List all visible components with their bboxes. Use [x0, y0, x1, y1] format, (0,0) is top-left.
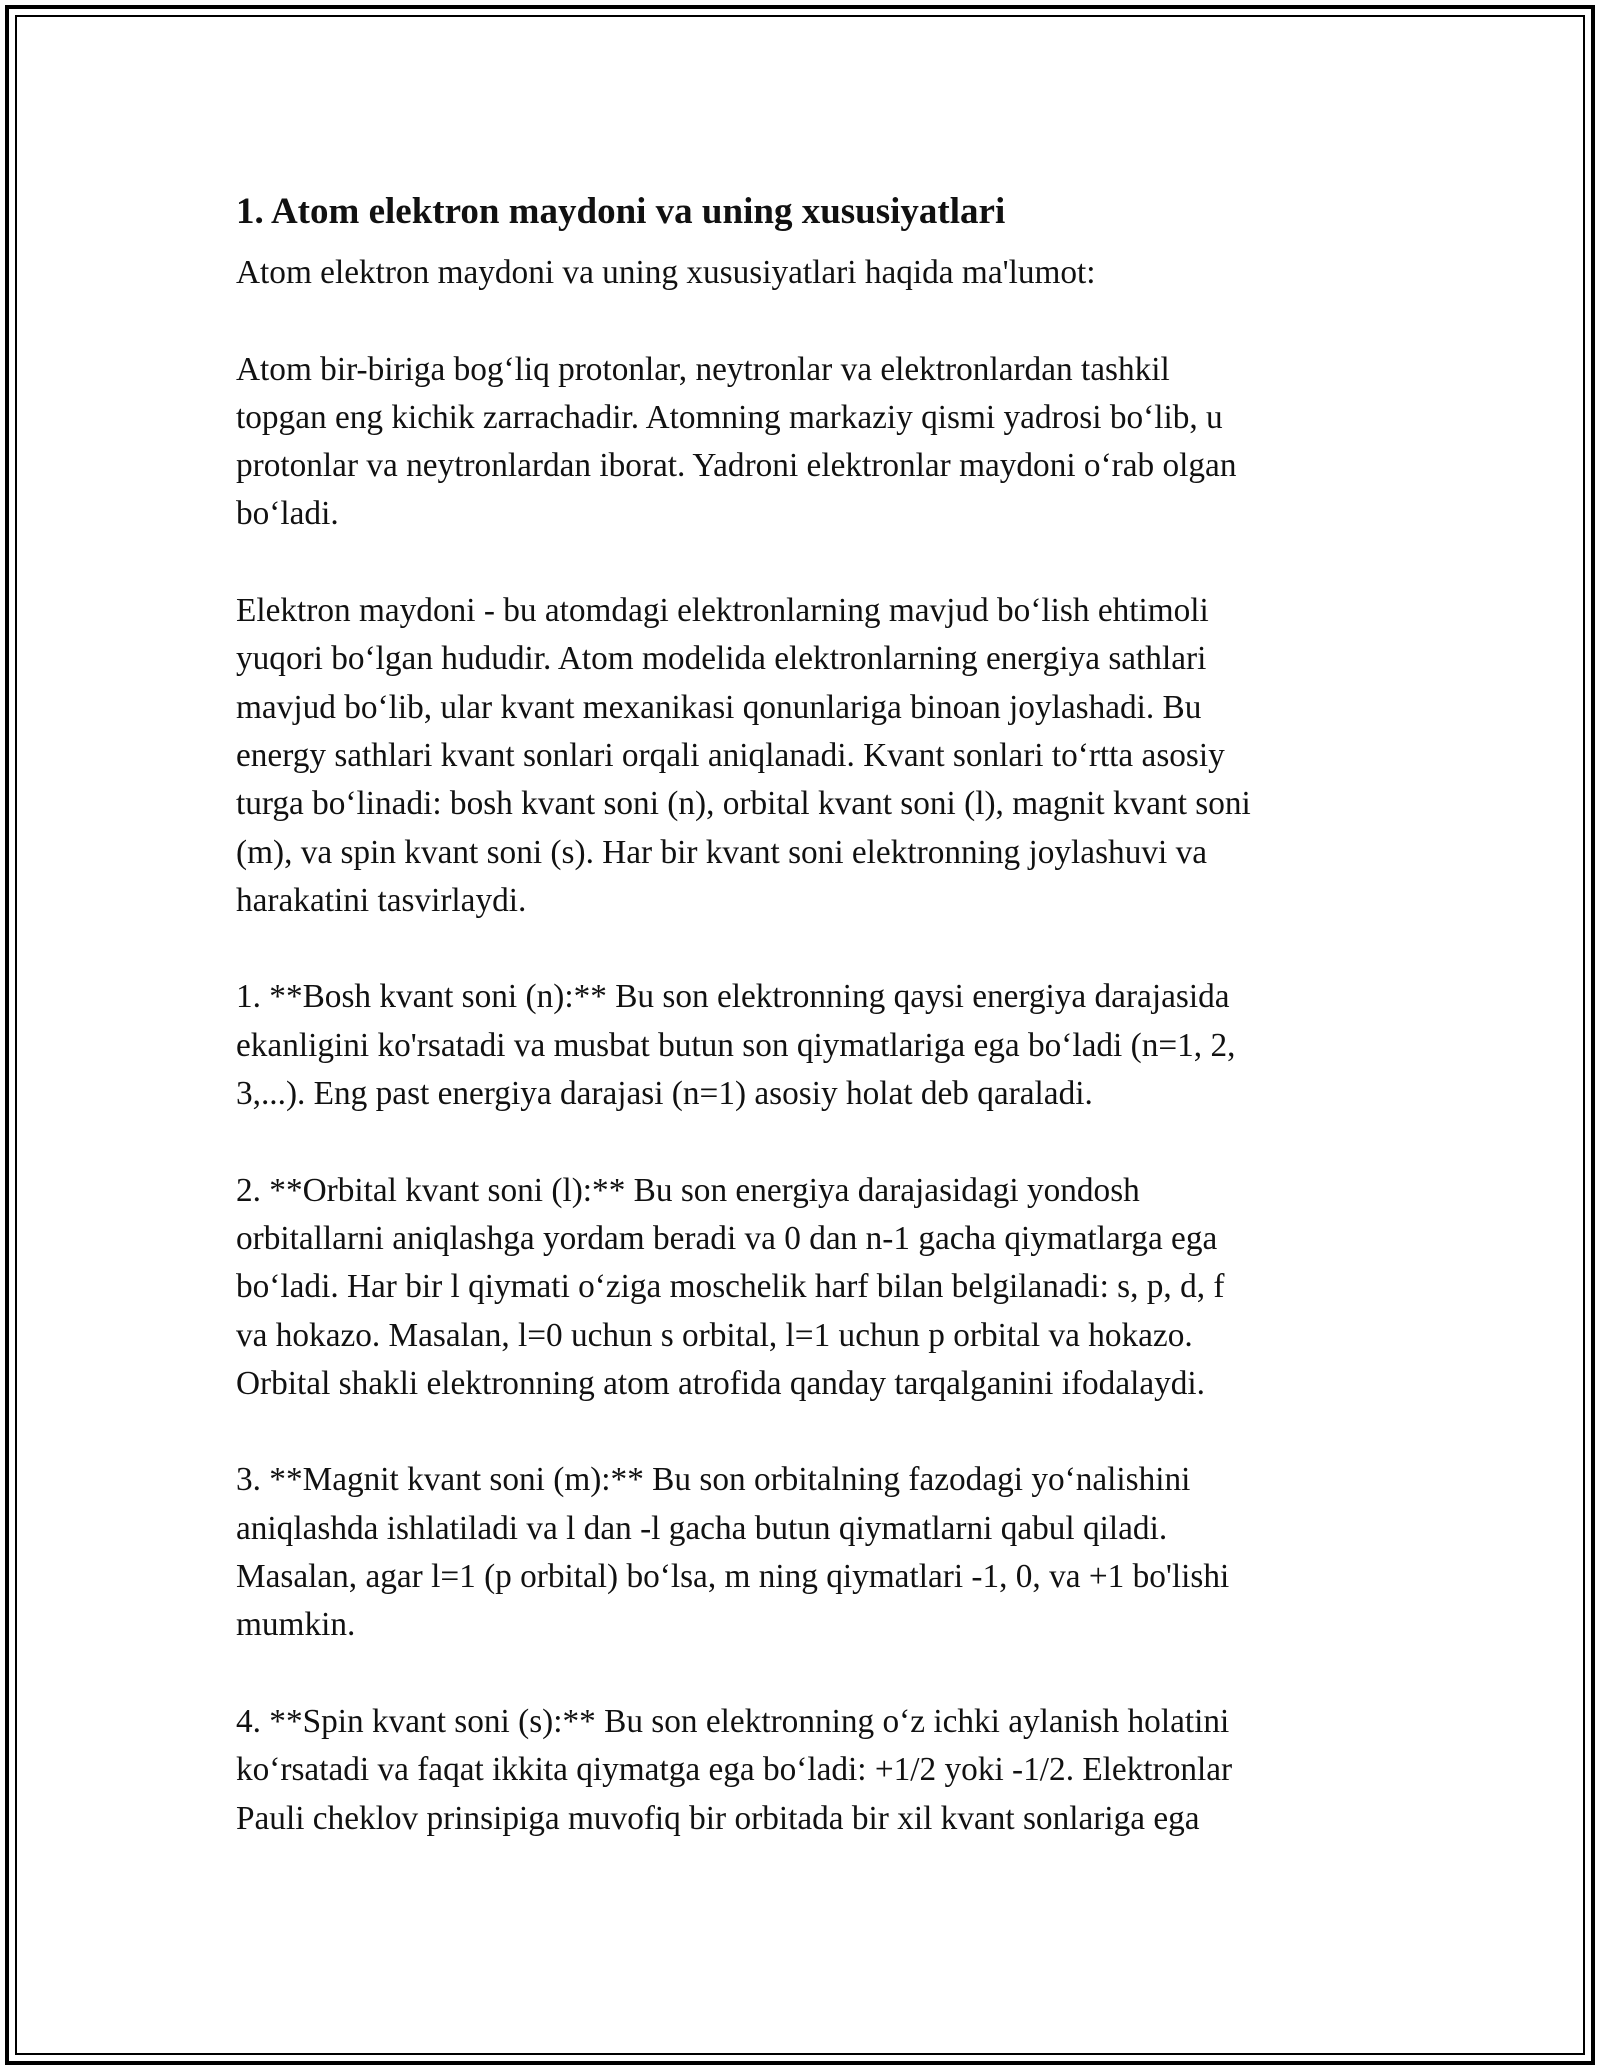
paragraph-electron-field — [236, 587, 1366, 925]
text-line: energy sathlari kvant sonlari orqali aniqlanadi. Kvant sonlari to‘rtta asosiy — [236, 736, 1225, 774]
list-item-spin-quantum-number — [236, 1698, 1366, 1843]
text-line: 2. **Orbital kvant soni (l):** Bu son energiya darajasidagi yondosh — [236, 1171, 1140, 1209]
text-line: Elektron maydoni - bu atomdagi elektronlarning mavjud bo‘lish ehtimoli — [236, 592, 1209, 630]
list-item-magnetic-quantum-number — [236, 1456, 1366, 1649]
text-line: 4. **Spin kvant soni (s):** Bu son elektronning o‘z ichki aylanish holatini — [236, 1702, 1230, 1740]
text-line: Pauli cheklov prinsipiga muvofiq bir orbitada bir xil kvant sonlariga ega — [236, 1799, 1200, 1837]
text-line: va hokazo. Masalan, l=0 uchun s orbital, l=1 uchun p orbital va hokazo. — [236, 1316, 1193, 1354]
text-line: Orbital shakli elektronning atom atrofida qanday tarqalganini ifodalaydi. — [236, 1364, 1206, 1402]
list-item-principal-quantum-number — [236, 973, 1366, 1118]
text-line: bo‘ladi. Har bir l qiymati o‘ziga moschelik harf bilan belgilanadi: s, p, d, f — [236, 1268, 1225, 1306]
text-line: mumkin. — [236, 1606, 356, 1644]
text-line: 3. **Magnit kvant soni (m):** Bu son orbitalning fazodagi yo‘nalishini — [236, 1461, 1191, 1499]
text-line: ko‘rsatadi va faqat ikkita qiymatga ega bo‘ladi: +1/2 yoki -1/2. Elektronlar — [236, 1751, 1233, 1789]
text-line: turga bo‘linadi: bosh kvant soni (n), orbital kvant soni (l), magnit kvant soni — [236, 785, 1251, 823]
text-line: yuqori bo‘lgan hududir. Atom modelida elektronlarning energiya sathlari — [236, 640, 1207, 678]
text-line: Atom elektron maydoni va uning xususiyatlari haqida ma'lumot: — [236, 254, 1096, 291]
text-line: Atom bir-biriga bog‘liq protonlar, neytronlar va elektronlardan tashkil — [236, 350, 1170, 388]
text-line: aniqlashda ishlatiladi va l dan -l gacha butun qiymatlarni qabul qiladi. — [236, 1509, 1168, 1547]
text-line: 3,...). Eng past energiya darajasi (n=1) asosiy holat deb qaraladi. — [236, 1075, 1093, 1113]
text-line: Masalan, agar l=1 (p orbital) bo‘lsa, m ning qiymatlari -1, 0, va +1 bo'lishi — [236, 1558, 1230, 1596]
text-line: mavjud bo‘lib, ular kvant mexanikasi qonunlariga binoan joylashadi. Bu — [236, 688, 1202, 726]
text-line: orbitallarni aniqlashga yordam beradi va 0 dan n-1 gacha qiymatlarga ega — [236, 1219, 1218, 1257]
text-line: 1. **Bosh kvant soni (n):** Bu son elektronning qaysi energiya darajasida — [236, 978, 1230, 1016]
paragraph-atom-definition — [236, 346, 1366, 539]
text-line: protonlar va neytronlardan iborat. Yadroni elektronlar maydoni o‘rab olgan — [236, 447, 1237, 485]
paragraph-intro — [236, 249, 1366, 297]
text-line: bo‘ladi. — [236, 495, 339, 533]
text-line: ekanligini ko'rsatadi va musbat butun son qiymatlariga ega bo‘ladi (n=1, 2, — [236, 1026, 1236, 1064]
text-line: harakatini tasvirlaydi. — [236, 881, 527, 919]
document-body — [236, 184, 1366, 1891]
list-item-orbital-quantum-number — [236, 1167, 1366, 1408]
text-line: (m), va spin kvant soni (s). Har bir kvant soni elektronning joylashuvi va — [236, 833, 1207, 871]
section-heading: 1. Atom elektron maydoni va uning xususiyatlari — [236, 191, 1006, 232]
text-line: topgan eng kichik zarrachadir. Atomning markaziy qismi yadrosi bo‘lib, u — [236, 398, 1223, 436]
